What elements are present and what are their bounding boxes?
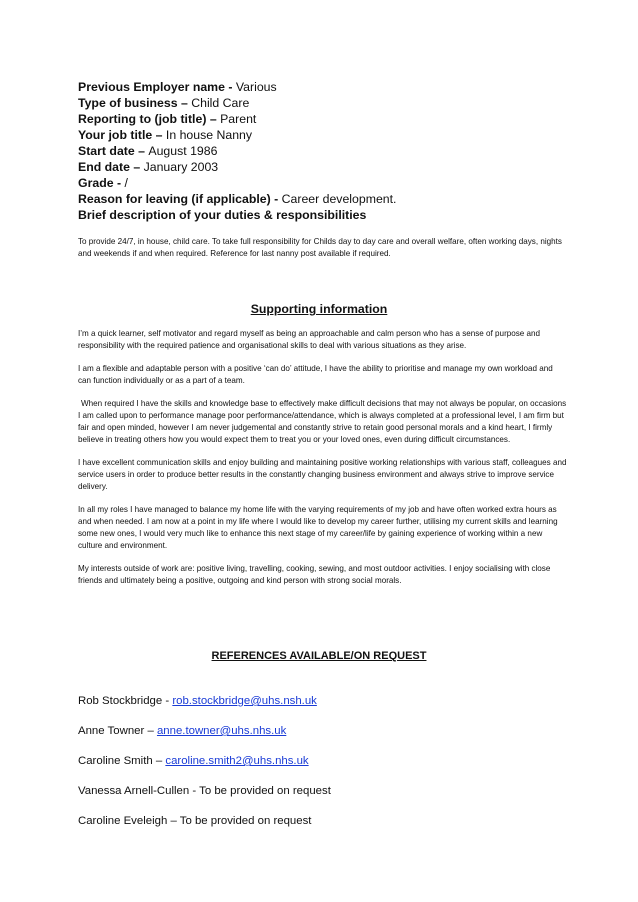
references-heading: REFERENCES AVAILABLE/ON REQUEST: [211, 650, 427, 662]
reference-name: Caroline Eveleigh –: [78, 815, 180, 827]
reason-for-leaving-row: [78, 191, 578, 207]
field-label: Reason for leaving (if applicable) -: [78, 192, 282, 206]
reference-name: Anne Towner –: [78, 725, 157, 737]
field-label: Previous Employer name -: [78, 80, 236, 94]
field-value: Career development.: [281, 192, 397, 206]
field-label: Your job title –: [78, 128, 166, 142]
reference-note: To be provided on request: [199, 785, 331, 797]
supporting-paragraph: I have excellent communication skills and enjoy building and maintaining positive working relationships with various staff, colleagues and service users in order to produce better results in the constantly changing business environment and always strive to improve service delivery.: [78, 458, 567, 491]
field-label: End date –: [78, 160, 144, 174]
supporting-paragraph: I’m a quick learner, self motivator and regard myself as being an approachable and calm person who has a sense of purpose and responsibility with the required patience and organisational skills to deal with various situations as they arise.: [78, 329, 541, 350]
business-type-row: [78, 95, 578, 111]
duties-description: To provide 24/7, in house, child care. To take full responsibility for Childs day to day care and overall welfare, often working days, nights and weekends if and when required. Reference for last nanny post available if required.: [78, 237, 562, 258]
reference-item: [78, 754, 578, 768]
field-label: Start date –: [78, 144, 149, 158]
reference-email-link[interactable]: anne.towner@uhs.nhs.uk: [156, 725, 287, 737]
field-label: Type of business –: [78, 96, 192, 110]
reference-item: [78, 694, 578, 708]
reference-item: [78, 784, 578, 798]
field-value: /: [124, 176, 128, 190]
reference-name: Caroline Smith –: [78, 755, 166, 767]
field-label: Brief description of your duties & responsibilities: [78, 208, 367, 222]
reference-name: Rob Stockbridge -: [78, 695, 173, 707]
supporting-info-heading: Supporting information: [250, 302, 388, 316]
field-value: August 1986: [148, 144, 218, 158]
field-value: In house Nanny: [165, 128, 253, 142]
field-label: Reporting to (job title) –: [78, 112, 221, 126]
field-label: Grade -: [78, 176, 125, 190]
supporting-paragraph: I am a flexible and adaptable person with a positive ‘can do’ attitude, I have the ability to prioritise and manage my own workload and can function individually or as a part of a team.: [78, 364, 553, 385]
reference-email-link[interactable]: caroline.smith2@uhs.nhs.uk: [165, 755, 309, 767]
field-value: Parent: [220, 112, 257, 126]
reference-item: [78, 724, 578, 738]
reporting-to-row: [78, 111, 578, 127]
field-value: Child Care: [191, 96, 250, 110]
reference-name: Vanessa Arnell-Cullen -: [78, 785, 200, 797]
job-title-row: [78, 127, 578, 143]
field-value: Various: [235, 80, 277, 94]
supporting-paragraph: My interests outside of work are: positive living, travelling, cooking, sewing, and most outdoor activities. I enjoy socialising with close friends and ultimately being a positive, outgoing and kind person with strong social morals.: [78, 564, 551, 585]
reference-note: To be provided on request: [179, 815, 312, 827]
employer-details: [78, 79, 578, 223]
references-list: [78, 694, 578, 844]
start-date-row: [78, 143, 578, 159]
supporting-info-body: [78, 328, 568, 598]
field-value: January 2003: [143, 160, 219, 174]
supporting-paragraph: When required I have the skills and knowledge base to effectively make difficult decisions that may not always be popular, on occasions I am called upon to performance manage poor performance/attendance, which is always completed at a professional level, I am firm but fair and open minded, however I am never judgemental and constantly strive to retain good personal morals and a kind heart, I firmly believe in treating others how you would expect them to treat you or your loved ones, even during difficult circumstances.: [78, 399, 567, 444]
end-date-row: [78, 159, 578, 175]
employer-name-row: [78, 79, 578, 95]
reference-email-link[interactable]: rob.stockbridge@uhs.nsh.uk: [172, 695, 317, 707]
duties-heading-row: [78, 207, 578, 223]
reference-item: [78, 814, 578, 828]
supporting-paragraph: In all my roles I have managed to balance my home life with the varying requirements of my job and have often worked extra hours as and when needed. I am now at a point in my life where I would like to develop my career further, utilising my current skills and learning some new ones, I would very much like to enhance this next stage of my career/life by gaining experience of working within a new culture and environment.: [78, 505, 558, 550]
grade-row: [78, 175, 578, 191]
